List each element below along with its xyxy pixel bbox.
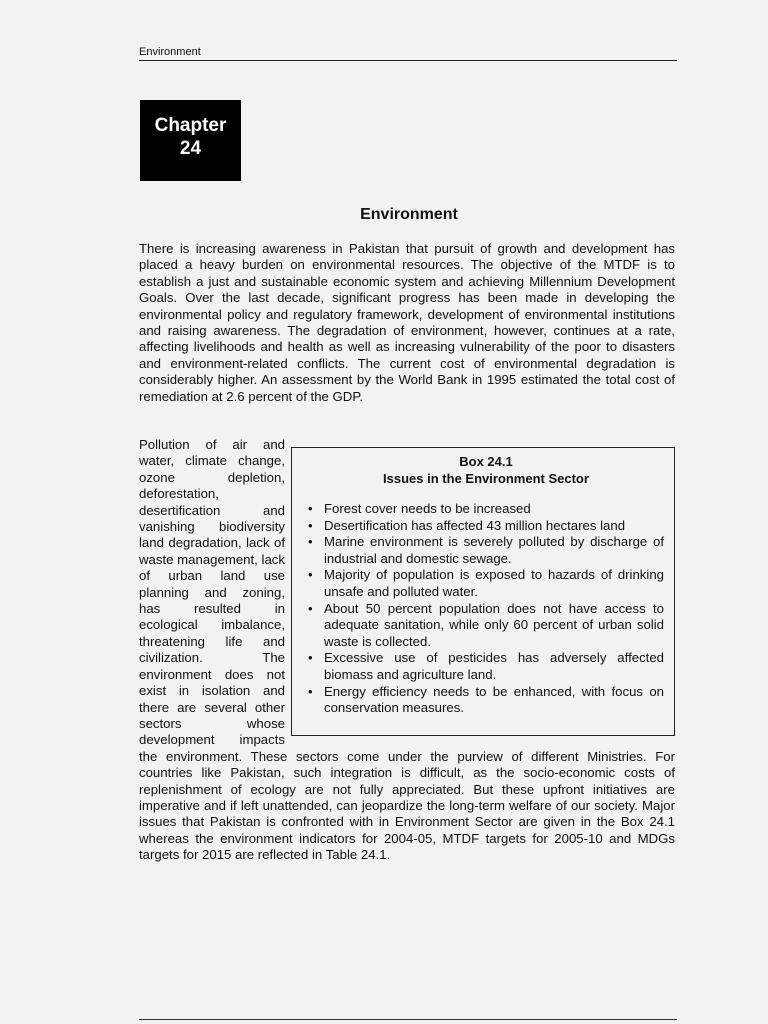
running-header <box>139 45 677 61</box>
box-label: Box 24.1 <box>459 454 513 469</box>
bullet-icon: • <box>308 517 313 533</box>
list-item <box>308 601 664 651</box>
chapter-badge <box>140 100 241 181</box>
list-item-text: Majority of population is exposed to hazards of drinking unsafe and polluted water. <box>324 567 664 599</box>
list-item-text: Desertification has affected 43 million hectares land <box>324 517 626 533</box>
bullet-icon: • <box>308 501 313 516</box>
bullet-icon: • <box>308 600 313 616</box>
list-item-text: Energy efficiency needs to be enhanced, with focus on conservation measures. <box>324 683 664 716</box>
second-paragraph-text: Pollution of air and water, climate change, ozone depletion, deforestation, desertification and vanishing biodiversity land degradation, lack of waste management, lack of urban land use planning and zoning, has resulted in ecological imbalance, threatening life and civilization. The environment does not exist in isolation and there are several other sectors whose development impacts the environment. These sectors come under the purview of different Ministries. For countries like Pakistan, such integration is difficult, as the socio-economic costs of replenishment of ecology are not fully appreciated. But these upfront initiatives are imperative and if left unattended, can jeopardize the long-term welfare of our society. Major issues that Pakistan is confronted with in Environment Sector are given in the Box 24.1 whereas the environment indicators for 2004-05, MTDF targets for 2005-10 and MDGs targets for 2015 are reflected in Table 24.1. <box>139 437 675 863</box>
chapter-number: 24 <box>179 138 202 159</box>
list-item <box>308 650 664 683</box>
bullet-icon: • <box>308 534 313 550</box>
bullet-icon: • <box>308 650 313 666</box>
list-item <box>308 684 664 717</box>
chapter-word: Chapter <box>154 115 227 136</box>
second-paragraph <box>139 437 675 864</box>
intro-paragraph: There is increasing awareness in Pakistan that pursuit of growth and development has placed a heavy burden on environmental resources. The objective of the MTDF is to establish a just and sustainable economic system and achieving Millennium Development Goals. Over the last decade, significant progress has been made in developing the environmental policy and regulatory framework, development of environmental institutions and raising awareness. The degradation of environment, however, continues at a rate, affecting livelihoods and health as well as increasing vulnerability of the poor to disasters and environment-related conflicts. The current cost of environmental degradation is considerably higher. An assessment by the World Bank in 1995 estimated the total cost of remediation at 2.6 percent of the GDP. <box>139 241 675 404</box>
box-heading: Issues in the Environment Sector <box>383 471 589 486</box>
running-header-title: Environment <box>139 46 201 58</box>
issues-list <box>308 501 664 717</box>
list-item <box>308 501 664 518</box>
list-item-text: Marine environment is severely polluted by discharge of industrial and domestic sewage. <box>324 534 664 566</box>
list-item <box>308 567 664 600</box>
footer-rule <box>139 1019 677 1020</box>
issues-box <box>291 447 675 736</box>
list-item-text: About 50 percent population does not have access to adequate sanitation, while only 60 percent of urban solid waste is collected. <box>324 600 664 649</box>
list-item-text: Forest cover needs to be increased <box>324 501 531 516</box>
list-item <box>308 518 664 535</box>
list-item-text: Excessive use of pesticides has adversely affected biomass and agriculture land. <box>324 650 664 682</box>
bullet-icon: • <box>308 683 313 699</box>
list-item <box>308 534 664 567</box>
chapter-title: Environment <box>360 206 458 223</box>
bullet-icon: • <box>308 567 313 583</box>
